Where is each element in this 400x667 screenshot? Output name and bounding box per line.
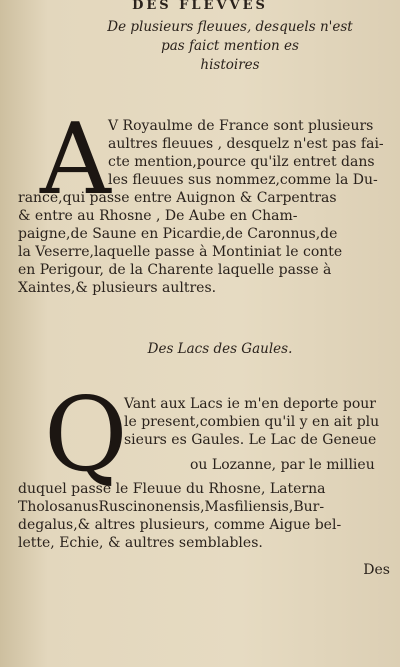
text-line: rance,qui passe entre Auignon & Carpentras xyxy=(18,190,337,206)
heading-line: pas faict mention es xyxy=(161,38,299,54)
heading-line: De plusieurs fleuues, desquels n'est xyxy=(107,19,353,35)
text-line: Xaintes,& plusieurs aultres. xyxy=(18,280,217,296)
text-line: le present,combien qu'il y en ait plu xyxy=(124,414,380,430)
heading-line: histoires xyxy=(200,57,260,73)
text-line: TholosanusRuscinonensis,Masfiliensis,Bur- xyxy=(18,499,325,515)
running-head: DES FLEVVES xyxy=(132,0,268,13)
text-line: & entre au Rhosne , De Aube en Cham- xyxy=(18,208,298,224)
text-line: Vant aux Lacs ie m'en deporte pour xyxy=(124,396,376,412)
text-line: en Perigour, de la Charente laquelle passe à xyxy=(18,262,332,278)
section-heading-rivers xyxy=(90,18,370,75)
text-line: aultres fleuues , desquelz n'est pas fai- xyxy=(108,136,384,152)
text-line: lette, Echie, & aultres semblables. xyxy=(18,535,263,551)
drop-cap-q: Q xyxy=(44,376,128,495)
drop-cap-a: A xyxy=(40,103,111,217)
text-line: duquel passe le Fleuue du Rhosne, Laterna xyxy=(18,481,326,497)
catchword: Des xyxy=(363,562,390,578)
text-line: cte mention,pource qu'ilz entret dans xyxy=(108,154,375,170)
text-line: les fleuues sus nommez,comme la Du- xyxy=(108,172,378,188)
text-line: ou Lozanne, par le millieu xyxy=(190,457,375,473)
text-line: V Royaulme de France sont plusieurs xyxy=(108,118,374,134)
text-line: sieurs es Gaules. Le Lac de Geneue xyxy=(124,432,377,448)
section-heading-lakes: Des Lacs des Gaules. xyxy=(147,341,293,357)
text-line: la Veserre,laquelle passe à Montiniat le conte xyxy=(18,244,343,260)
text-line: degalus,& altres plusieurs, comme Aigue bel- xyxy=(18,517,342,533)
text-line: paigne,de Saune en Picardie,de Caronnus,de xyxy=(18,226,338,242)
